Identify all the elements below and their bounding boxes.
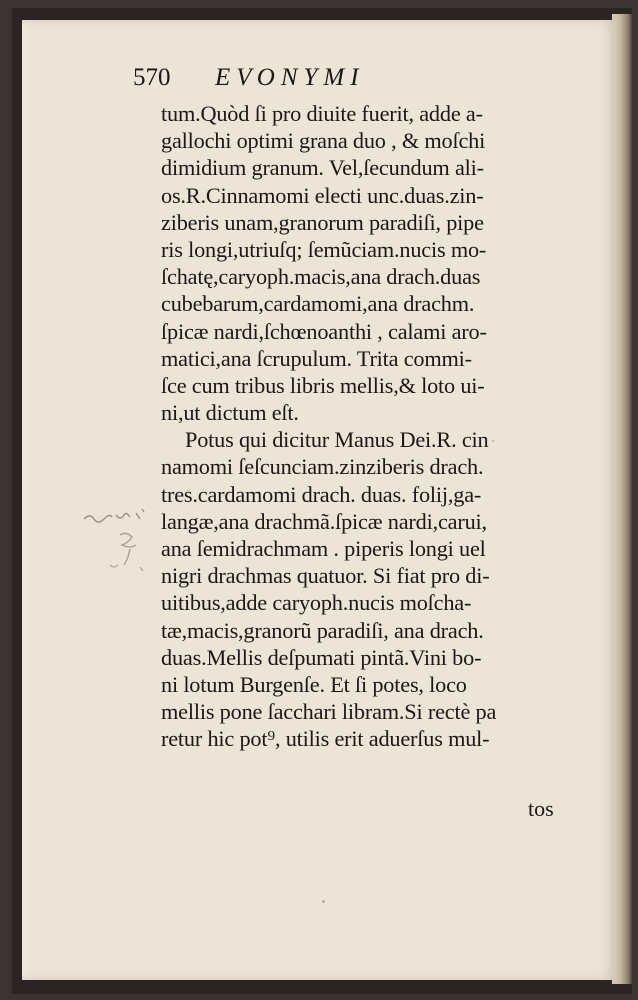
body-text [161, 100, 571, 753]
catchword: tos [528, 796, 554, 821]
text-line: tum.Quòd ſi pro diuite fuerit, adde a- [161, 101, 483, 126]
text-line: ris longi,utriuſq; ſemũciam.nucis mo- [161, 236, 487, 262]
paragraph-start-line: Potus qui dicitur Manus Dei.R. cin [185, 427, 489, 453]
marginal-scribble-icon [80, 505, 152, 585]
text-line: nigri drachmas quatuor. Si fiat pro di- [161, 563, 490, 589]
text-line: ni lotum Burgenſe. Et ſi potes, loco [161, 671, 467, 697]
text-line: cubebarum,cardamomi,ana drachm. [161, 291, 475, 317]
text-line: dimidium granum. Vel,ſecundum ali- [161, 155, 484, 181]
running-head [133, 64, 493, 96]
handwritten-marginal-note [80, 505, 152, 585]
text-line: ana ſemidrachmam . piperis longi uel [161, 536, 486, 561]
text-line: namomi ſeſcunciam.zinziberis drach. [161, 454, 484, 480]
text-line: os.R.Cinnamomi electi unc.duas.zin- [161, 182, 484, 208]
text-line: gallochi optimi grana duo , & moſchi [161, 128, 486, 154]
text-line: ſchatę,caryoph.macis,ana drach.duas [161, 264, 481, 290]
paper-speck [322, 900, 325, 903]
text-line: langæ,ana drachmã.ſpicæ nardi,carui, [161, 508, 487, 534]
text-line: tæ,macis,granorũ paradiſi, ana drach. [161, 617, 484, 643]
text-line: ni,ut dictum eſt. [161, 400, 299, 426]
text-line: matici,ana ſcrupulum. Trita commi- [161, 345, 472, 371]
page-number: 570 [133, 64, 171, 91]
running-title: EVONYMI [215, 64, 365, 91]
text-line: ſpicæ nardi,ſchœnoanthi , calami aro- [161, 318, 487, 344]
text-line: ziberis unam,granorum paradiſi, pipe [161, 209, 484, 235]
text-line: ſce cum tribus libris mellis,& loto ui- [161, 372, 485, 398]
text-line: tres.cardamomi drach. duas. folij,ga- [161, 481, 482, 507]
text-line: uitibus,adde caryoph.nucis moſcha- [161, 590, 472, 616]
text-line: mellis pone ſacchari libram.Si rectè pa [161, 699, 497, 725]
text-line: duas.Mellis deſpumati pintã.Vini bo- [161, 644, 482, 670]
text-line: retur hic pot⁹, utilis erit aduerſus mul- [161, 726, 490, 752]
